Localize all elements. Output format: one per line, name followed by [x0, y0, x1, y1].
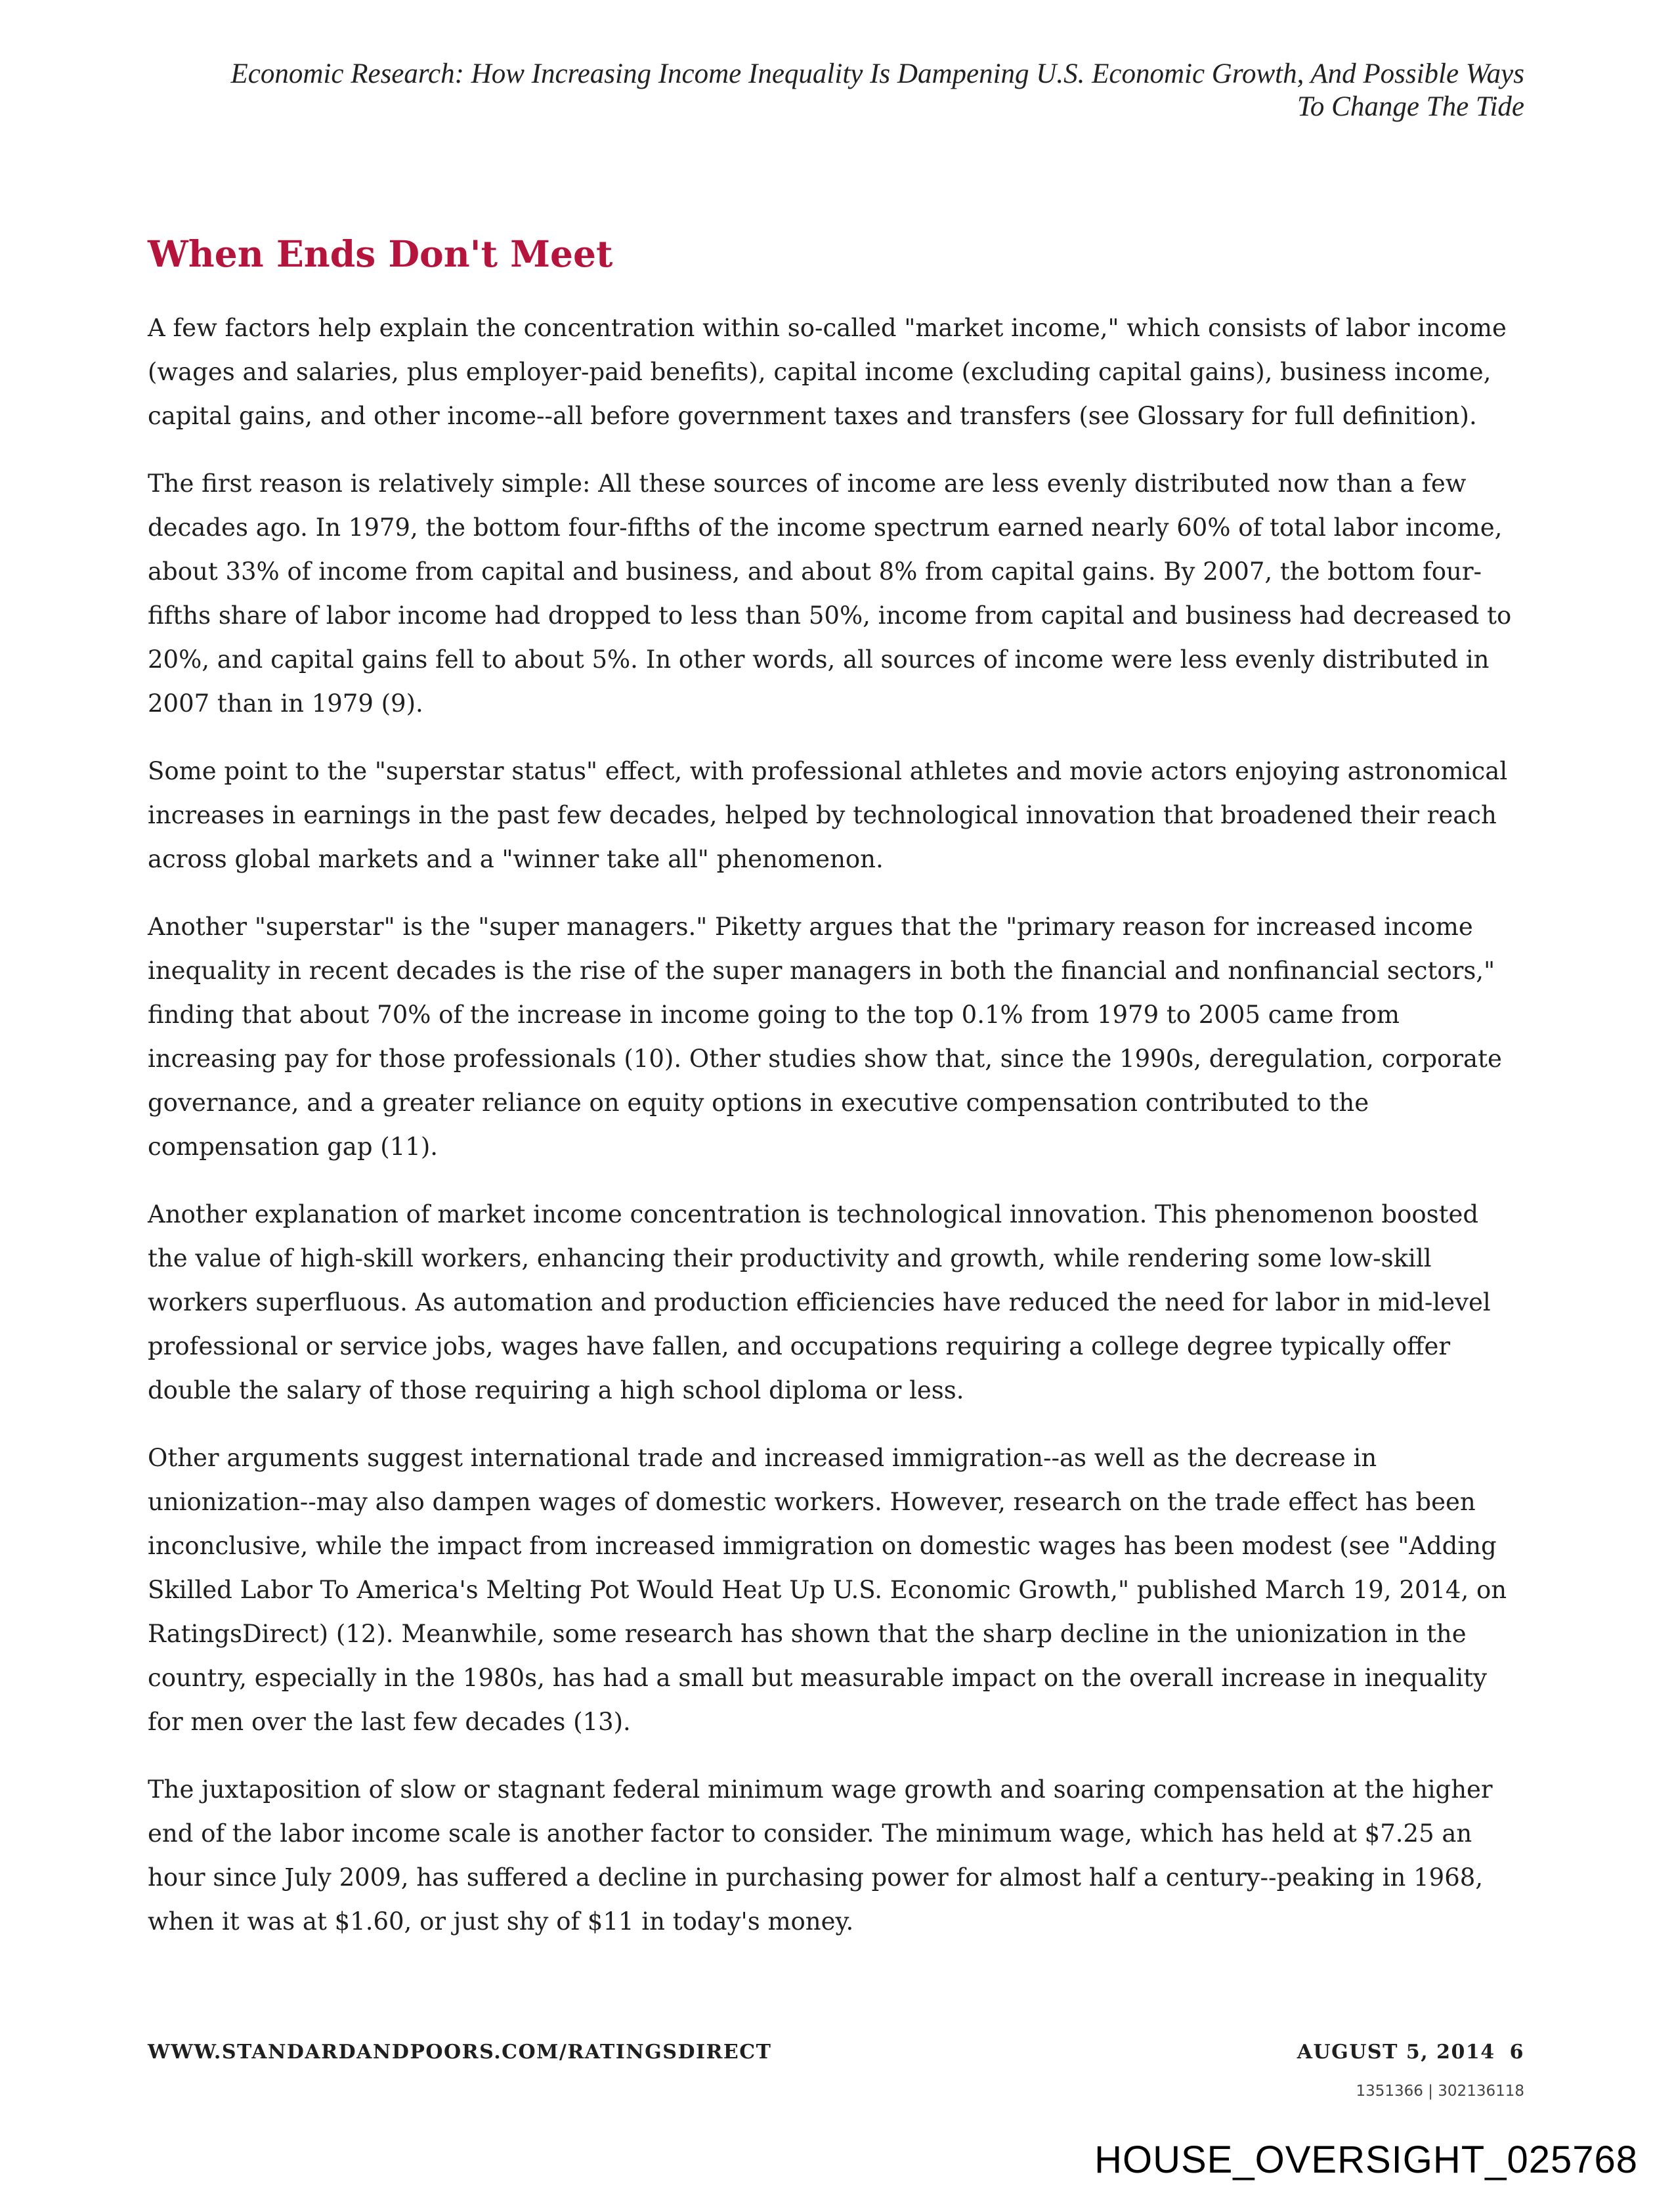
document-ids: 1351366 | 302136118 [1356, 2083, 1524, 2100]
bates-stamp: HOUSE_OVERSIGHT_025768 [1094, 2138, 1638, 2181]
paragraph-minimum-wage: The juxtaposition of slow or stagnant federal minimum wage growth and soaring compensation at the higher end of the labor income scale is another factor to consider. The minimum wage, which has held at $7.25 an hour since July 2009, has suffered a decline in purchasing power for almost half a century--peaking in 1968, when it was at $1.60, or just shy of $11 in today's money. [148, 1775, 1493, 1936]
paragraph-super-managers: Another "superstar" is the "super managers." Piketty argues that the "primary reason for increased income inequality in recent decades is the rise of the super managers in both the financial and nonfinancial sectors," finding that about 70% of the increase in income going to the top 0.1% from 1979 to 2005 came from increasing pay for those professionals (10). Other studies show that, since the 1990s, deregulation, corporate governance, and a greater reliance on equity options in executive compensation contributed to the compensation gap (11). [148, 913, 1502, 1161]
running-header-line-2: To Change The Tide [1297, 91, 1524, 122]
paragraph-first-reason: The first reason is relatively simple: All these sources of income are less evenly distributed now than a few decades ago. In 1979, the bottom four-fifths of the income spectrum earned nearly 60% of total labor income, about 33% of income from capital and business, and about 8% from capital gains. By 2007, the bottom four-fifths share of labor income had dropped to less than 50%, income from capital and business had decreased to 20%, and capital gains fell to about 5%. In other words, all sources of income were less evenly distributed in 2007 than in 1979 (9). [148, 469, 1512, 718]
footer-url: WWW.STANDARDANDPOORS.COM/RATINGSDIRECT [148, 2041, 772, 2064]
footer-date-page [1297, 2041, 1524, 2064]
paragraph-market-income: A few factors help explain the concentration within so-called "market income," which consists of labor income (wages and salaries, plus employer-paid benefits), capital income (excluding capital gains), business income, capital gains, and other income--all before government taxes and transfers (see Glossary for full definition). [148, 314, 1507, 430]
running-header [146, 58, 1524, 123]
footer-date: AUGUST 5, 2014 [1297, 2041, 1495, 2064]
page-number: 6 [1509, 2041, 1524, 2064]
paragraph-technological-innovation: Another explanation of market income concentration is technological innovation. This phenomenon boosted the value of high-skill workers, enhancing their productivity and growth, while rendering some low-skill workers superfluous. As automation and production efficiencies have reduced the need for labor in mid-level professional or service jobs, wages have fallen, and occupations requiring a college degree typically offer double the salary of those requiring a high school diploma or less. [148, 1200, 1491, 1404]
paragraph-superstar-status: Some point to the "superstar status" effect, with professional athletes and movie actors enjoying astronomical increases in earnings in the past few decades, helped by technological innovation that broadened their reach across global markets and a "winner take all" phenomenon. [148, 757, 1508, 873]
section-title: When Ends Don't Meet [148, 232, 613, 275]
article-body [148, 306, 1521, 1967]
running-header-line-1: Economic Research: How Increasing Income Inequality Is Dampening U.S. Economic Growth, And Possible Ways [230, 58, 1524, 89]
paragraph-trade-immigration: Other arguments suggest international trade and increased immigration--as well as the decrease in unionization--may also dampen wages of domestic workers. However, research on the trade effect has been inconclusive, while the impact from increased immigration on domestic wages has been modest (see "Adding Skilled Labor To America's Melting Pot Would Heat Up U.S. Economic Growth," published March 19, 2014, on RatingsDirect) (12). Meanwhile, some research has shown that the sharp decline in the unionization in the country, especially in the 1980s, has had a small but measurable impact on the overall increase in inequality for men over the last few decades (13). [148, 1444, 1507, 1736]
